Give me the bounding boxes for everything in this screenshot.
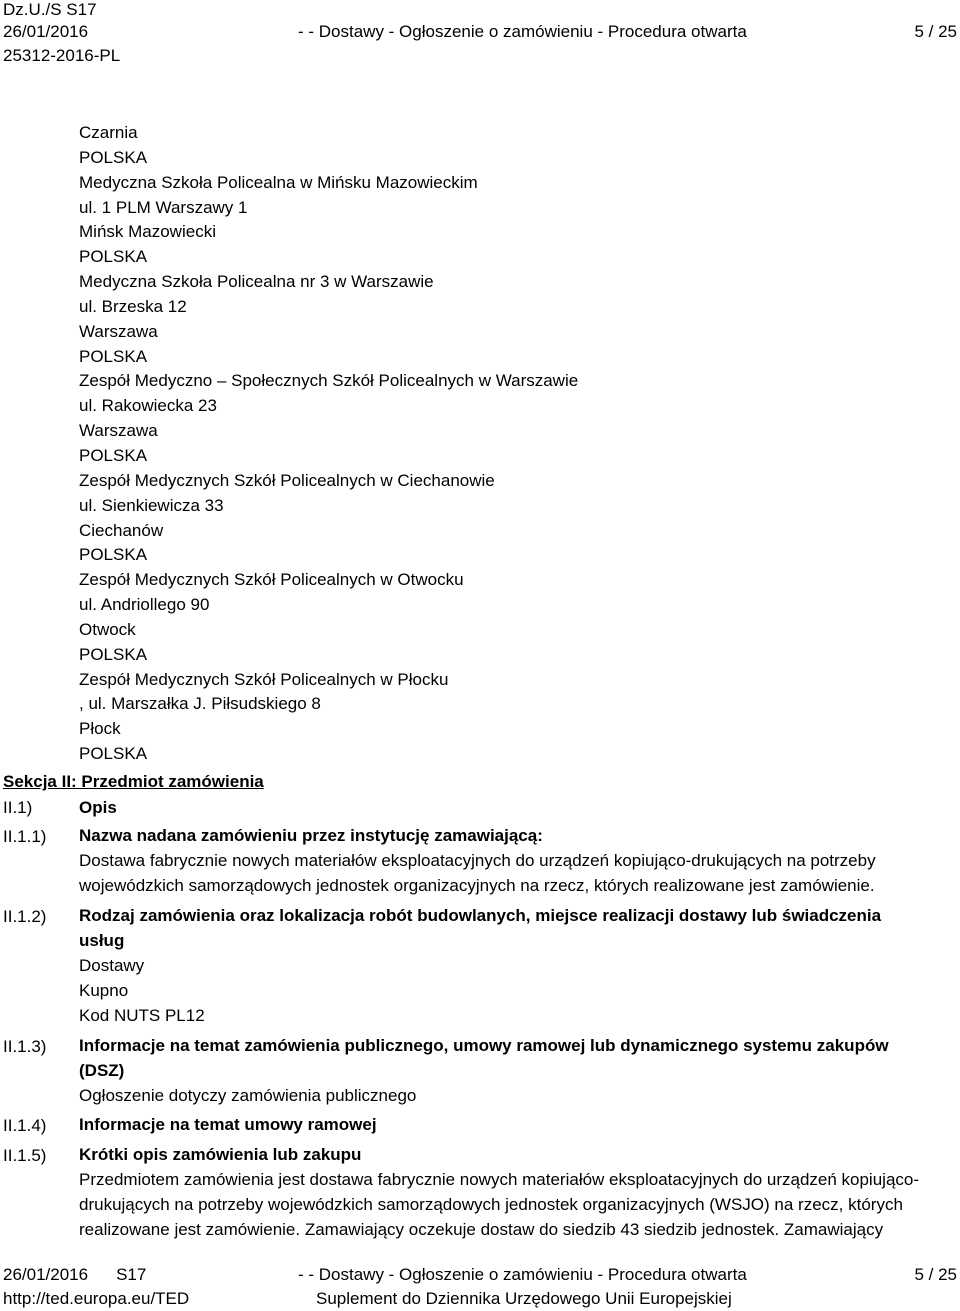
address-line: ul. Brzeska 12 xyxy=(79,296,187,316)
item-heading: Informacje na temat zamówienia publicznego, umowy ramowej lub dynamicznego systemu zakupów xyxy=(79,1036,889,1055)
address-line: Czarnia xyxy=(79,123,138,142)
address-line: Ciechanów xyxy=(79,520,164,540)
item-number: II.1.2) xyxy=(3,907,47,926)
section-number: II.1) xyxy=(3,798,33,817)
address-line: Zespół Medyczno – Społecznych Szkół Policealnych w Warszawie xyxy=(79,371,579,391)
address-line: POLSKA xyxy=(79,147,148,167)
item-heading: Nazwa nadana zamówieniu przez instytucję zamawiającą: xyxy=(79,826,543,845)
section-heading: Opis xyxy=(79,798,117,817)
address-line: ul. Rakowiecka 23 xyxy=(79,396,217,416)
item-number: II.1.5) xyxy=(3,1146,47,1165)
footer-page: 5 / 25 xyxy=(914,1265,957,1284)
address-line: Medyczna Szkoła Policealna w Mińsku Mazowieckim xyxy=(79,172,478,192)
item-text: Dostawy xyxy=(79,955,145,975)
item-text: wojewódzkich samorządowych jednostek organizacyjnych na rzecz, których realizowane jest zamówienie. xyxy=(79,875,875,895)
item-text: Ogłoszenie dotyczy zamówienia publicznego xyxy=(79,1085,417,1105)
address-line: , ul. Marszałka J. Piłsudskiego 8 xyxy=(79,694,321,714)
address-line: ul. Andriollego 90 xyxy=(79,595,210,615)
address-line: Mińsk Mazowiecki xyxy=(79,222,216,242)
footer-journal: S17 xyxy=(116,1265,147,1284)
item-heading: Informacje na temat umowy ramowej xyxy=(79,1115,377,1134)
footer-date-text: 26/01/2016 xyxy=(3,1265,89,1284)
address-line: POLSKA xyxy=(79,346,148,366)
item-heading: usług xyxy=(79,930,125,950)
item-title-block xyxy=(79,824,957,899)
header-journal: Dz.U./S S17 xyxy=(3,0,97,19)
item-description-block xyxy=(79,1143,957,1243)
section-title: Sekcja II: Przedmiot zamówienia xyxy=(3,772,264,791)
address-line: ul. Sienkiewicza 33 xyxy=(79,495,224,515)
address-line: Otwock xyxy=(79,619,136,639)
address-list xyxy=(79,121,578,767)
item-number: II.1.3) xyxy=(3,1037,47,1056)
address-line: Zespół Medycznych Szkół Policealnych w Ciechanowie xyxy=(79,470,495,490)
item-info-block xyxy=(79,1034,957,1109)
address-line: Zespół Medycznych Szkół Policealnych w Płocku xyxy=(79,669,449,689)
address-line: POLSKA xyxy=(79,744,148,764)
item-text: Kupno xyxy=(79,980,129,1000)
address-line: Warszawa xyxy=(79,421,158,441)
address-line: Płock xyxy=(79,719,121,739)
address-line: Warszawa xyxy=(79,321,158,341)
item-heading: Krótki opis zamówienia lub zakupu xyxy=(79,1145,362,1164)
item-heading: Rodzaj zamówienia oraz lokalizacja robót budowlanych, miejsce realizacji dostawy lub świadczenia xyxy=(79,906,882,925)
item-framework-block xyxy=(79,1113,957,1138)
address-line: POLSKA xyxy=(79,247,148,267)
item-number: II.1.1) xyxy=(3,827,47,846)
footer-supplement: Suplement do Dziennika Urzędowego Unii Europejskiej xyxy=(316,1289,732,1308)
header-page: 5 / 25 xyxy=(914,22,957,41)
header-title: - - Dostawy - Ogłoszenie o zamówieniu - Procedura otwarta xyxy=(298,22,747,41)
item-text: Przedmiotem zamówienia jest dostawa fabrycznie nowych materiałów eksploatacyjnych do urządzeń kopiująco- xyxy=(79,1169,920,1189)
footer-title: - - Dostawy - Ogłoszenie o zamówieniu - Procedura otwarta xyxy=(298,1265,747,1284)
footer-url[interactable]: http://ted.europa.eu/TED xyxy=(3,1289,190,1308)
footer-date xyxy=(3,1265,146,1285)
address-line: POLSKA xyxy=(79,545,148,565)
header-date: 26/01/2016 xyxy=(3,22,89,41)
item-text: realizowane jest zamówienie. Zamawiający oczekuje dostaw do siedzib 43 siedzib jednostek. Zamawiający xyxy=(79,1219,884,1239)
address-line: POLSKA xyxy=(79,445,148,465)
address-line: POLSKA xyxy=(79,644,148,664)
item-text: drukujących na potrzeby wojewódzkich samorządowych jednostek organizacyjnych (WSJO) na rzecz, których xyxy=(79,1194,903,1214)
address-line: Medyczna Szkoła Policealna nr 3 w Warszawie xyxy=(79,272,434,292)
address-line: Zespół Medycznych Szkół Policealnych w Otwocku xyxy=(79,570,464,590)
item-type-block xyxy=(79,904,957,1029)
item-text: Dostawa fabrycznie nowych materiałów eksploatacyjnych do urządzeń kopiująco-drukujących na potrzeby xyxy=(79,850,876,870)
item-heading: (DSZ) xyxy=(79,1060,125,1080)
item-text: Kod NUTS PL12 xyxy=(79,1005,205,1025)
item-number: II.1.4) xyxy=(3,1116,47,1135)
header-ref: 25312-2016-PL xyxy=(3,46,121,65)
address-line: ul. 1 PLM Warszawy 1 xyxy=(79,197,248,217)
